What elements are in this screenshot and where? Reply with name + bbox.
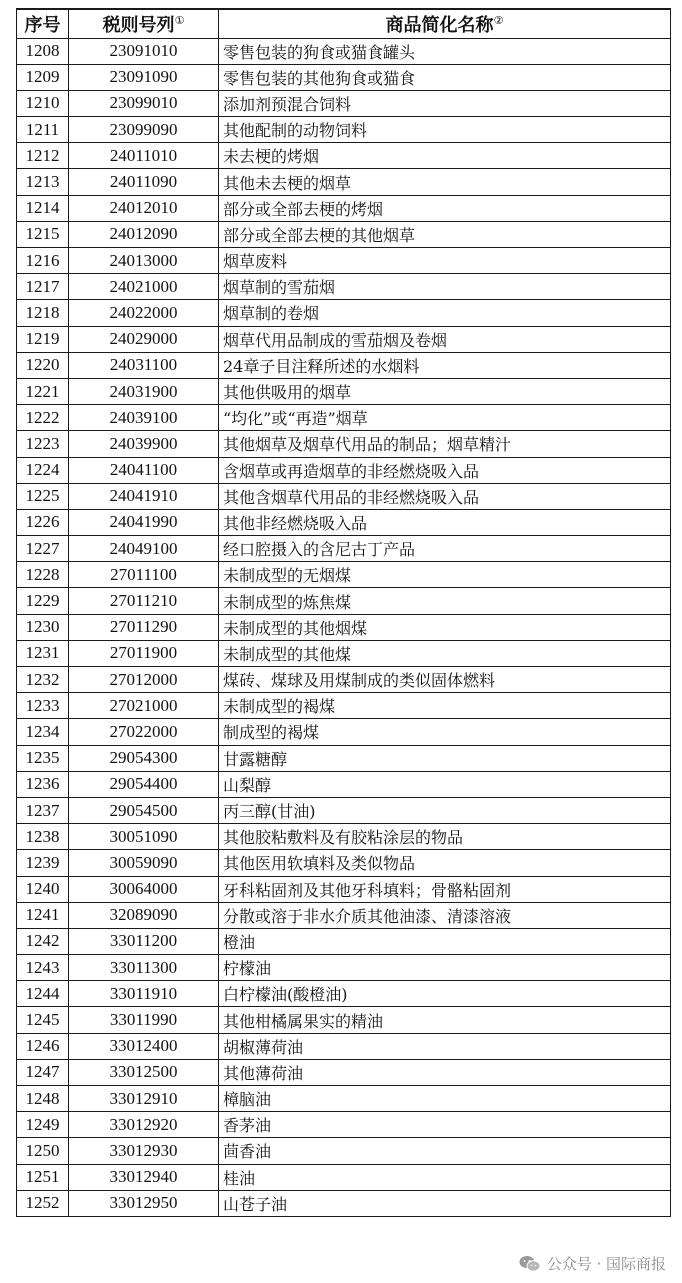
table-row <box>17 221 671 247</box>
row-name-cell: 茴香油 <box>219 1138 671 1164</box>
table-row <box>17 326 671 352</box>
table-row <box>17 1138 671 1164</box>
row-seq-cell: 1219 <box>17 326 69 352</box>
row-name-cell: 白柠檬油(酸橙油) <box>219 981 671 1007</box>
table-row <box>17 274 671 300</box>
header-seq <box>17 9 69 38</box>
row-name-cell: 分散或溶于非水介质其他油漆、清漆溶液 <box>219 902 671 928</box>
row-code-cell: 30064000 <box>69 876 219 902</box>
table-row <box>17 352 671 378</box>
table-row <box>17 955 671 981</box>
row-name-cell: 零售包装的其他狗食或猫食 <box>219 64 671 90</box>
row-code-cell: 27011100 <box>69 562 219 588</box>
row-code-cell: 33012920 <box>69 1112 219 1138</box>
row-seq-cell: 1246 <box>17 1033 69 1059</box>
row-seq-cell: 1244 <box>17 981 69 1007</box>
row-seq-cell: 1227 <box>17 536 69 562</box>
table-row <box>17 536 671 562</box>
table-header <box>17 9 671 38</box>
row-name-cell: 其他非经燃烧吸入品 <box>219 509 671 535</box>
row-name-cell: 丙三醇(甘油) <box>219 797 671 823</box>
tariff-table <box>16 8 671 1217</box>
table-row <box>17 457 671 483</box>
table-row <box>17 169 671 195</box>
row-seq-cell: 1216 <box>17 248 69 274</box>
row-seq-cell: 1229 <box>17 588 69 614</box>
watermark-text: 公众号 · 国际商报 <box>546 1255 666 1273</box>
row-name-cell: 山苍子油 <box>219 1190 671 1216</box>
table-row <box>17 1190 671 1216</box>
table-row <box>17 771 671 797</box>
row-name-cell: 桂油 <box>219 1164 671 1190</box>
row-seq-cell: 1241 <box>17 902 69 928</box>
row-seq-cell: 1232 <box>17 667 69 693</box>
row-name-cell: 煤砖、煤球及用煤制成的类似固体燃料 <box>219 667 671 693</box>
row-seq-cell: 1236 <box>17 771 69 797</box>
row-code-cell: 29054400 <box>69 771 219 797</box>
table-row <box>17 719 671 745</box>
row-name-cell: 未制成型的其他烟煤 <box>219 614 671 640</box>
row-seq-cell: 1221 <box>17 378 69 404</box>
row-code-cell: 30059090 <box>69 850 219 876</box>
row-seq-cell: 1242 <box>17 928 69 954</box>
row-code-cell: 23099010 <box>69 90 219 116</box>
row-code-cell: 32089090 <box>69 902 219 928</box>
row-code-cell: 24041910 <box>69 483 219 509</box>
row-name-cell: 烟草制的卷烟 <box>219 300 671 326</box>
row-seq-cell: 1210 <box>17 90 69 116</box>
row-seq-cell: 1250 <box>17 1138 69 1164</box>
row-seq-cell: 1238 <box>17 824 69 850</box>
row-name-cell: 牙科粘固剂及其他牙科填料；骨骼粘固剂 <box>219 876 671 902</box>
header-name-footnote-mark: ② <box>493 13 504 27</box>
row-seq-cell: 1233 <box>17 693 69 719</box>
table-row <box>17 1007 671 1033</box>
row-name-cell: 其他胶粘敷料及有胶粘涂层的物品 <box>219 824 671 850</box>
table-row <box>17 378 671 404</box>
row-name-cell: 烟草废料 <box>219 248 671 274</box>
row-name-cell: 经口腔摄入的含尼古丁产品 <box>219 536 671 562</box>
table-row <box>17 1112 671 1138</box>
row-name-cell: 未制成型的其他煤 <box>219 640 671 666</box>
table-row <box>17 300 671 326</box>
row-name-cell: 其他供吸用的烟草 <box>219 378 671 404</box>
table-row <box>17 614 671 640</box>
row-code-cell: 24031100 <box>69 352 219 378</box>
row-code-cell: 24029000 <box>69 326 219 352</box>
table-row <box>17 876 671 902</box>
row-code-cell: 24049100 <box>69 536 219 562</box>
row-code-cell: 29054500 <box>69 797 219 823</box>
row-code-cell: 23099090 <box>69 117 219 143</box>
table-row <box>17 38 671 64</box>
header-row <box>17 9 671 38</box>
row-name-cell: 未制成型的炼焦煤 <box>219 588 671 614</box>
row-seq-cell: 1245 <box>17 1007 69 1033</box>
row-name-cell: 胡椒薄荷油 <box>219 1033 671 1059</box>
row-name-cell: 其他医用软填料及类似物品 <box>219 850 671 876</box>
row-code-cell: 33011300 <box>69 955 219 981</box>
row-seq-cell: 1251 <box>17 1164 69 1190</box>
row-name-cell: 添加剂预混合饲料 <box>219 90 671 116</box>
row-code-cell: 23091090 <box>69 64 219 90</box>
table-row <box>17 509 671 535</box>
row-code-cell: 33012940 <box>69 1164 219 1190</box>
row-name-cell: 其他烟草及烟草代用品的制品；烟草精汁 <box>219 431 671 457</box>
row-code-cell: 33012950 <box>69 1190 219 1216</box>
row-seq-cell: 1217 <box>17 274 69 300</box>
row-seq-cell: 1230 <box>17 614 69 640</box>
row-code-cell: 24041990 <box>69 509 219 535</box>
table-row <box>17 850 671 876</box>
table-row <box>17 928 671 954</box>
row-code-cell: 33012500 <box>69 1059 219 1085</box>
row-name-cell: 未制成型的褐煤 <box>219 693 671 719</box>
table-row <box>17 195 671 221</box>
row-name-cell: 未去梗的烤烟 <box>219 143 671 169</box>
row-seq-cell: 1247 <box>17 1059 69 1085</box>
row-code-cell: 24022000 <box>69 300 219 326</box>
table-body <box>17 38 671 1216</box>
row-code-cell: 24039100 <box>69 405 219 431</box>
table-row <box>17 588 671 614</box>
row-seq-cell: 1213 <box>17 169 69 195</box>
header-name-label: 商品简化名称 <box>385 14 494 36</box>
row-code-cell: 27011900 <box>69 640 219 666</box>
row-name-cell: 烟草制的雪茄烟 <box>219 274 671 300</box>
table-row <box>17 64 671 90</box>
row-code-cell: 24013000 <box>69 248 219 274</box>
row-code-cell: 24021000 <box>69 274 219 300</box>
table-row <box>17 143 671 169</box>
row-seq-cell: 1234 <box>17 719 69 745</box>
watermark <box>515 1252 670 1275</box>
table-row <box>17 431 671 457</box>
row-seq-cell: 1208 <box>17 38 69 64</box>
row-seq-cell: 1249 <box>17 1112 69 1138</box>
table-row <box>17 824 671 850</box>
row-seq-cell: 1222 <box>17 405 69 431</box>
row-code-cell: 30051090 <box>69 824 219 850</box>
header-name <box>219 9 671 38</box>
row-name-cell: 香茅油 <box>219 1112 671 1138</box>
row-name-cell: 24章子目注释所述的水烟料 <box>219 352 671 378</box>
header-seq-label: 序号 <box>24 14 61 36</box>
row-code-cell: 29054300 <box>69 745 219 771</box>
row-name-cell: 部分或全部去梗的烤烟 <box>219 195 671 221</box>
header-code <box>69 9 219 38</box>
table-row <box>17 90 671 116</box>
row-code-cell: 27022000 <box>69 719 219 745</box>
row-seq-cell: 1231 <box>17 640 69 666</box>
row-code-cell: 33012910 <box>69 1086 219 1112</box>
row-code-cell: 27011290 <box>69 614 219 640</box>
table-row <box>17 248 671 274</box>
row-seq-cell: 1212 <box>17 143 69 169</box>
header-code-label: 税则号列 <box>102 14 175 36</box>
row-code-cell: 33012930 <box>69 1138 219 1164</box>
row-seq-cell: 1235 <box>17 745 69 771</box>
row-code-cell: 27012000 <box>69 667 219 693</box>
row-code-cell: 33012400 <box>69 1033 219 1059</box>
row-seq-cell: 1215 <box>17 221 69 247</box>
row-code-cell: 27011210 <box>69 588 219 614</box>
row-name-cell: 橙油 <box>219 928 671 954</box>
row-code-cell: 24041100 <box>69 457 219 483</box>
table-row <box>17 117 671 143</box>
row-code-cell: 24011010 <box>69 143 219 169</box>
row-name-cell: 零售包装的狗食或猫食罐头 <box>219 38 671 64</box>
row-name-cell: 其他配制的动物饲料 <box>219 117 671 143</box>
row-seq-cell: 1211 <box>17 117 69 143</box>
row-seq-cell: 1225 <box>17 483 69 509</box>
row-seq-cell: 1237 <box>17 797 69 823</box>
table-row <box>17 483 671 509</box>
table-row <box>17 1086 671 1112</box>
row-seq-cell: 1224 <box>17 457 69 483</box>
row-seq-cell: 1226 <box>17 509 69 535</box>
row-seq-cell: 1209 <box>17 64 69 90</box>
row-name-cell: 制成型的褐煤 <box>219 719 671 745</box>
table-row <box>17 1164 671 1190</box>
row-code-cell: 24039900 <box>69 431 219 457</box>
row-name-cell: 其他薄荷油 <box>219 1059 671 1085</box>
row-name-cell: 未制成型的无烟煤 <box>219 562 671 588</box>
row-code-cell: 24012010 <box>69 195 219 221</box>
table-row <box>17 797 671 823</box>
row-name-cell: 其他未去梗的烟草 <box>219 169 671 195</box>
table-row <box>17 745 671 771</box>
row-code-cell: 33011200 <box>69 928 219 954</box>
row-name-cell: “均化”或“再造”烟草 <box>219 405 671 431</box>
row-name-cell: 其他柑橘属果实的精油 <box>219 1007 671 1033</box>
row-code-cell: 23091010 <box>69 38 219 64</box>
row-code-cell: 33011910 <box>69 981 219 1007</box>
row-name-cell: 柠檬油 <box>219 955 671 981</box>
table-row <box>17 981 671 1007</box>
table-row <box>17 640 671 666</box>
row-seq-cell: 1240 <box>17 876 69 902</box>
row-seq-cell: 1239 <box>17 850 69 876</box>
row-seq-cell: 1243 <box>17 955 69 981</box>
row-seq-cell: 1220 <box>17 352 69 378</box>
row-name-cell: 部分或全部去梗的其他烟草 <box>219 221 671 247</box>
row-seq-cell: 1252 <box>17 1190 69 1216</box>
row-seq-cell: 1228 <box>17 562 69 588</box>
row-name-cell: 山梨醇 <box>219 771 671 797</box>
header-code-footnote-mark: ① <box>174 13 185 27</box>
table-row <box>17 562 671 588</box>
row-seq-cell: 1218 <box>17 300 69 326</box>
table-row <box>17 693 671 719</box>
row-code-cell: 24031900 <box>69 378 219 404</box>
row-name-cell: 烟草代用品制成的雪茄烟及卷烟 <box>219 326 671 352</box>
row-name-cell: 甘露糖醇 <box>219 745 671 771</box>
row-code-cell: 24012090 <box>69 221 219 247</box>
table-row <box>17 1059 671 1085</box>
table-row <box>17 902 671 928</box>
row-code-cell: 33011990 <box>69 1007 219 1033</box>
row-name-cell: 樟脑油 <box>219 1086 671 1112</box>
row-seq-cell: 1248 <box>17 1086 69 1112</box>
row-name-cell: 含烟草或再造烟草的非经燃烧吸入品 <box>219 457 671 483</box>
tariff-table-sheet <box>16 8 670 1217</box>
row-seq-cell: 1214 <box>17 195 69 221</box>
row-code-cell: 24011090 <box>69 169 219 195</box>
table-row <box>17 1033 671 1059</box>
wechat-icon <box>519 1255 541 1273</box>
row-seq-cell: 1223 <box>17 431 69 457</box>
row-name-cell: 其他含烟草代用品的非经燃烧吸入品 <box>219 483 671 509</box>
table-row <box>17 405 671 431</box>
row-code-cell: 27021000 <box>69 693 219 719</box>
table-row <box>17 667 671 693</box>
